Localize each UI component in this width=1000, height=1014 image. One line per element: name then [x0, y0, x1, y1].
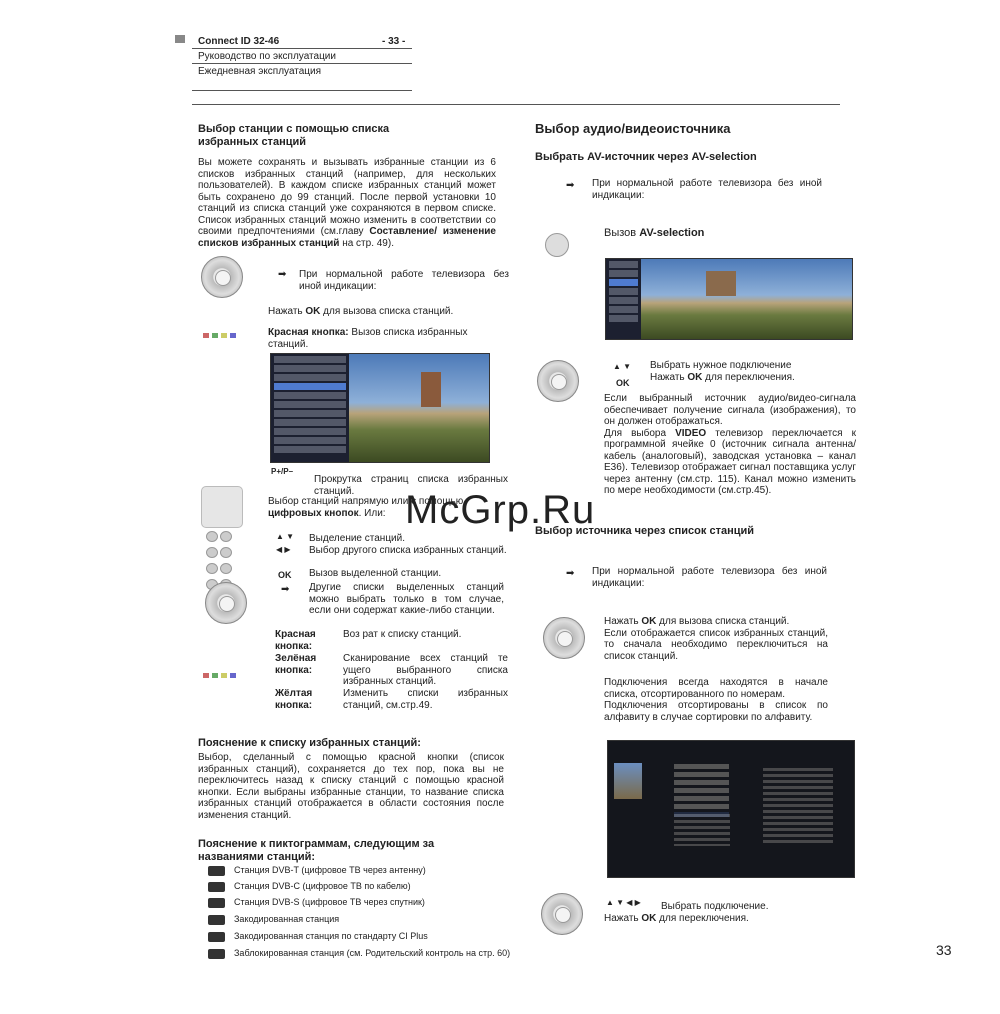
- ok-key-icon-2: OK: [616, 378, 630, 388]
- color-keys-icon: [203, 330, 239, 341]
- right-normal-mode-2: При нормальной работе телевизора без иной индикации:: [592, 566, 827, 589]
- left-red-key: Красная кнопка: Вызов списка избранных станций.: [268, 327, 468, 350]
- dvb-c-icon: [208, 882, 225, 892]
- encrypted-icon: [208, 915, 225, 925]
- page-number: 33: [936, 942, 952, 958]
- right-call-av: Вызов AV-selection: [604, 227, 705, 239]
- key-red-label: Красная кнопка:: [275, 629, 316, 652]
- legend-ci-plus: Закодированная станция по стандарту CI Plus: [234, 931, 428, 941]
- navigation-pad-icon-2: [537, 360, 579, 402]
- right-source-text: Если выбранный источник аудио/видео-сигнала обеспечивает получение сигнала (изображения), то он должен отображаться. Для выбора VIDEO телевизор переключается к программной ячейке 0 (источник сигнала антенна/кабель (аналоговый), заводская установка – канал E36). Телевизор отображает сигнал поставщика услуг через антенну (см.стр. 115). Канал можно изменить по мере необходимости (см.стр.45).: [604, 393, 856, 496]
- remote-control-icon: [201, 486, 243, 528]
- left-other-lists: Другие списки выделенных станций можно выбрать только в том случае, если они содержат какие-либо станции.: [309, 582, 504, 616]
- up-down-keys-icon-2: ▲ ▼: [613, 362, 632, 371]
- station-list-screenshot: [607, 740, 855, 878]
- up-down-keys-icon: ▲ ▼: [276, 532, 295, 541]
- dvb-s-icon: [208, 898, 225, 908]
- left-explanation: Выбор, сделанный с помощью красной кнопки (список избранных станций), сохраняется до тех пор, пока вы не переключитесь назад к списку станций с помощью красной кнопки. Если выбраны избранные станции, то название списка избранных станций отображается в области состояния после изменения станций.: [198, 752, 504, 821]
- left-intro: Вы можете сохранять и вызывать избранные станции из 6 списков избранных станций (например, для нескольких пользователей). В каждом списке избранных станций может быть сохранено до 99 станций. После первой установки 10 станций из списка станций уже сохраняются в первом списке. Список избранных станций можно изменить в соответствии со своими предпочтениями (см.главу Составление/ изменение списков избранных станций на стр. 49).: [198, 157, 496, 249]
- ok-pad-icon: [205, 582, 247, 624]
- av-key-icon: [545, 233, 569, 257]
- ci-plus-icon: [208, 932, 225, 942]
- arrow-right-icon-2: ➡: [281, 584, 290, 595]
- color-keys-icon-2: [203, 670, 239, 681]
- page-keys-icon: P+/P–: [271, 467, 294, 476]
- key-yellow-text: Изменить списки избранных станций, см.стр.49.: [343, 688, 508, 711]
- number-keypad-icon: [205, 530, 245, 574]
- watermark: McGrp.Ru: [405, 488, 596, 532]
- right-press-ok-2: Нажать OK для переключения.: [604, 913, 749, 924]
- favorites-list-screenshot: [270, 353, 490, 463]
- key-red-text: Воз рат к списку станций.: [343, 629, 462, 640]
- header-marker: [175, 35, 185, 43]
- right-connections: Подключения всегда находятся в начале списка, отсортированного по номерам. Подключения отсортированы в список по алфавиту в случае сортировки по алфавиту.: [604, 677, 828, 723]
- right-sub1: Выбрать AV-источник через AV-selection: [535, 151, 757, 163]
- legend-dvb-t: Станция DVB-T (цифровое ТВ через антенну): [234, 865, 426, 875]
- right-list-ok: Нажать OK для вызова списка станций. Если отображается список избранных станций, то сначала необходимо переключиться на список станций.: [604, 616, 828, 662]
- navigation-pad-icon-3: [541, 893, 583, 935]
- left-heading-3: Пояснение к пиктограммам, следующим за названиями станций:: [198, 838, 435, 863]
- right-press-ok: Нажать OK для переключения.: [650, 372, 795, 383]
- left-ok-line: Нажать OK для вызова списка станций.: [268, 306, 454, 317]
- key-green-label: Зелёная кнопка:: [275, 653, 317, 676]
- dvb-t-icon: [208, 866, 225, 876]
- right-pick-2: Выбрать подключение.: [661, 901, 769, 912]
- right-pick: Выбрать нужное подключение: [650, 360, 792, 371]
- right-title: Выбор аудио/видеоисточника: [535, 121, 731, 136]
- left-normal-mode: При нормальной работе телевизора без иной индикации:: [299, 269, 509, 292]
- left-direct-select: Выбор станций напрямую или с помощью цифровых кнопок. Или:: [268, 496, 464, 519]
- left-select2: Выбор другого списка избранных станций.: [309, 545, 507, 556]
- header-model: Connect ID 32-46: [198, 36, 280, 47]
- left-page-scroll: Прокрутка страниц списка избранных станций.: [314, 474, 508, 497]
- left-heading-2: Пояснение к списку избранных станций:: [198, 737, 421, 749]
- left-select1: Выделение станций.: [309, 533, 405, 544]
- left-right-keys-icon: ◀ ▶: [276, 545, 291, 554]
- arrow-right-icon: ➡: [278, 269, 287, 280]
- ok-pad-icon-2: [543, 617, 585, 659]
- right-sub2: Выбор источника через список станций: [535, 525, 755, 537]
- arrow-right-icon-3: ➡: [566, 180, 575, 191]
- lock-icon: [208, 949, 225, 959]
- key-yellow-label: Жёлтая кнопка:: [275, 688, 313, 711]
- legend-encrypted: Закодированная станция: [234, 914, 340, 924]
- av-selection-screenshot: [605, 258, 853, 340]
- ok-key-icon: OK: [278, 570, 292, 580]
- header-line2: Ежедневная эксплуатация: [198, 66, 322, 77]
- right-normal-mode: При нормальной работе телевизора без иной индикации:: [592, 178, 822, 201]
- legend-dvb-s: Станция DVB-S (цифровое ТВ через спутник): [234, 897, 425, 907]
- header-line1: Руководство по эксплуатации: [198, 51, 336, 62]
- arrow-right-icon-4: ➡: [566, 568, 575, 579]
- header-page-ref: - 33 -: [382, 36, 406, 47]
- legend-locked: Заблокированная станция (см. Родительский контроль на стр. 60): [234, 948, 511, 958]
- left-call-selected: Вызов выделенной станции.: [309, 568, 442, 579]
- direction-keys-icon: ▲ ▼ ◀ ▶: [606, 898, 641, 907]
- left-heading: Выбор станции с помощью списка избранных станций: [198, 123, 390, 148]
- legend-dvb-c: Станция DVB-C (цифровое ТВ по кабелю): [234, 881, 411, 891]
- navigation-pad-icon: [201, 256, 243, 298]
- key-green-text: Сканирование всех станций те ущего выбранного списка избранных станций.: [343, 653, 508, 687]
